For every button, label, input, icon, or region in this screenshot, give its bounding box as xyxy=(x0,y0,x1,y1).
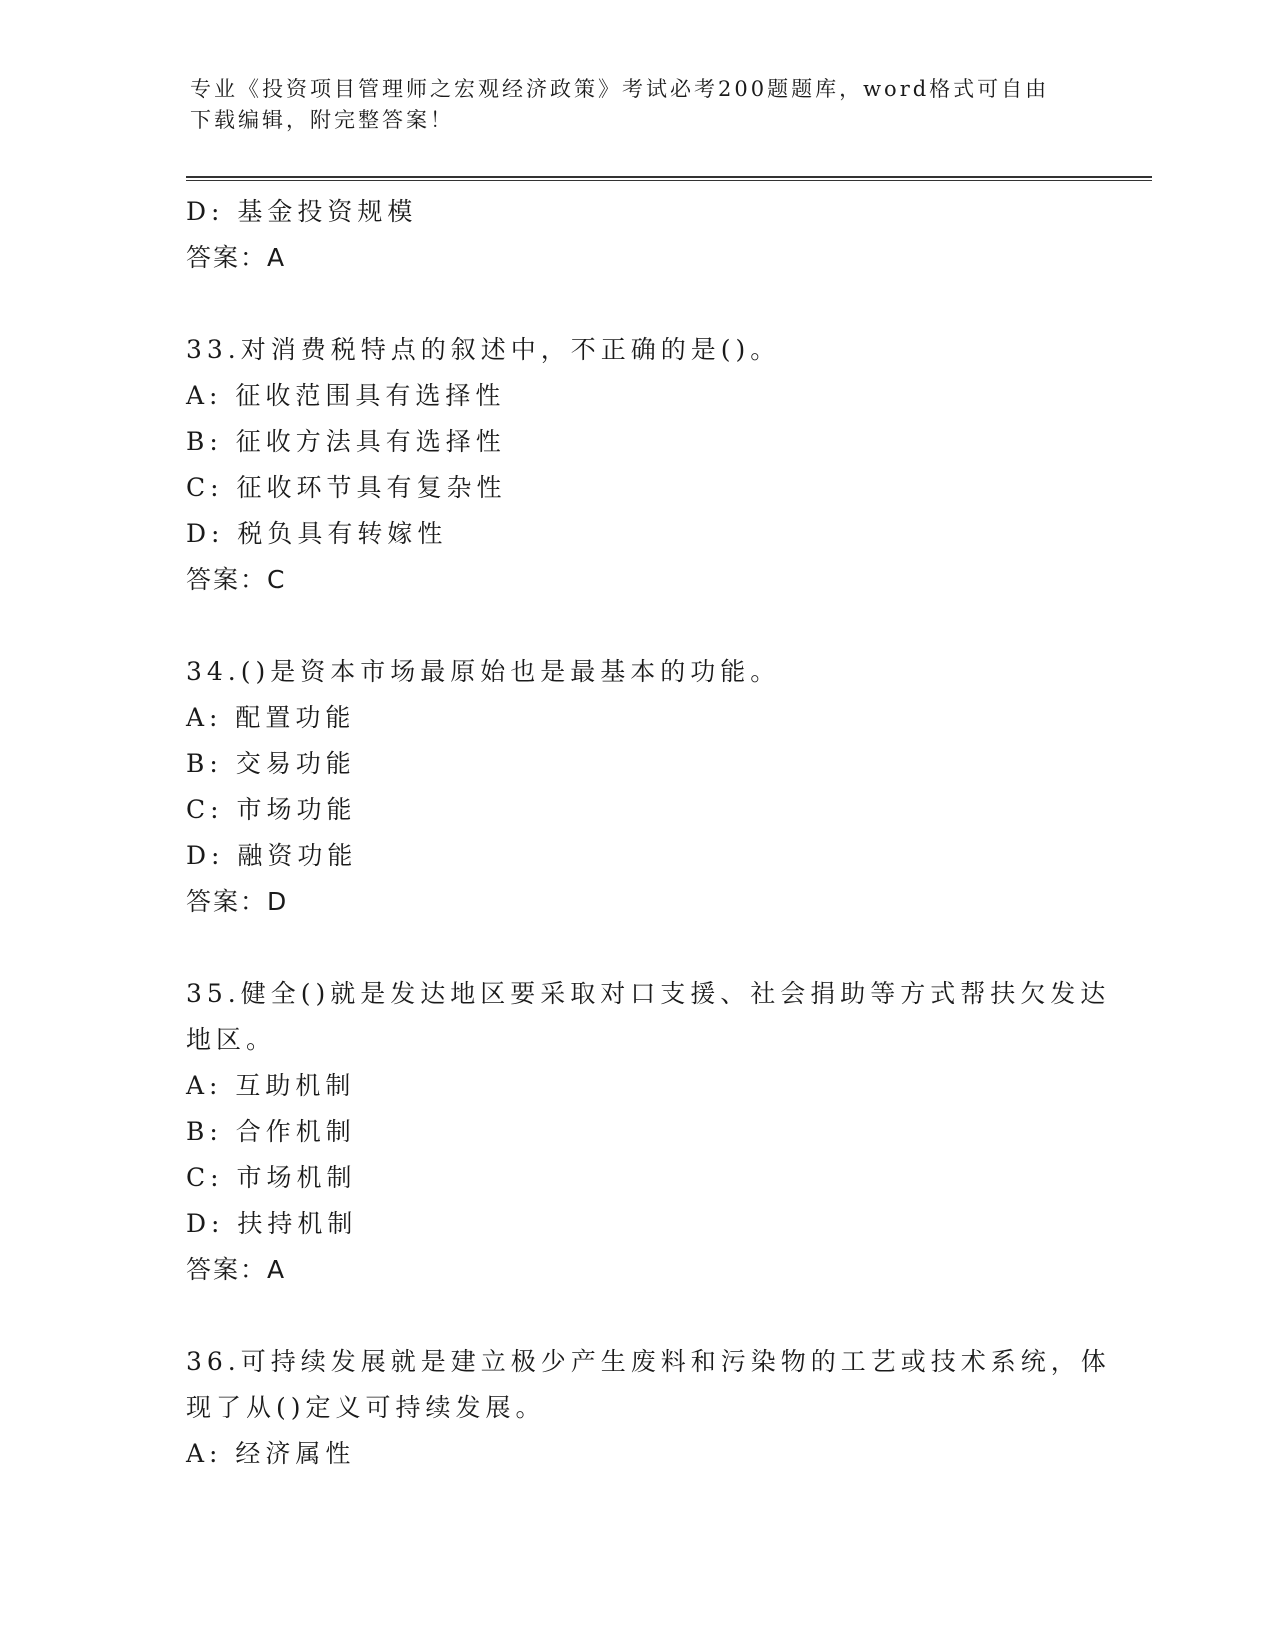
spacer xyxy=(186,281,1086,327)
question-stem-line-2: 现了从()定义可持续发展。 xyxy=(186,1393,546,1422)
question-stem: 34.()是资本市场最原始也是最基本的功能。 xyxy=(186,657,781,686)
spacer xyxy=(186,603,1086,649)
question-stem: 33.对消费税特点的叙述中，不正确的是()。 xyxy=(186,335,781,364)
question-stem-line-2: 地区。 xyxy=(186,1025,277,1054)
question-block-35 xyxy=(186,971,1111,1293)
question-block-32 xyxy=(186,189,1086,281)
option-a: A: 经济属性 xyxy=(186,1439,356,1468)
option-b: B: 合作机制 xyxy=(186,1117,356,1146)
header-divider xyxy=(186,176,1152,181)
option-a: A: 征收范围具有选择性 xyxy=(186,381,506,410)
answer-line: 答案：A xyxy=(186,243,287,272)
question-stem-line-1: 36.可持续发展就是建立极少产生废料和污染物的工艺或技术系统，体 xyxy=(186,1347,1111,1376)
spacer xyxy=(186,925,1086,971)
option-b: B: 交易功能 xyxy=(186,749,356,778)
answer-line: 答案：D xyxy=(186,887,289,916)
option-c: C: 市场功能 xyxy=(186,795,357,824)
option-d: D: 扶持机制 xyxy=(186,1209,358,1238)
spacer xyxy=(186,1293,1086,1339)
option-c: C: 征收环节具有复杂性 xyxy=(186,473,507,502)
option-d: D: 融资功能 xyxy=(186,841,358,870)
header-line-1: 专业《投资项目管理师之宏观经济政策》考试必考200题题库，word格式可自由 xyxy=(190,77,1050,101)
document-header xyxy=(190,74,1090,136)
question-block-33 xyxy=(186,327,1086,603)
option-c: C: 市场机制 xyxy=(186,1163,357,1192)
question-block-34 xyxy=(186,649,1086,925)
question-block-36 xyxy=(186,1339,1111,1477)
option-d: D: 税负具有转嫁性 xyxy=(186,519,448,548)
option-a: A: 互助机制 xyxy=(186,1071,356,1100)
header-line-2: 下载编辑，附完整答案！ xyxy=(190,108,454,132)
option-b: B: 征收方法具有选择性 xyxy=(186,427,506,456)
answer-line: 答案：C xyxy=(186,565,287,594)
question-stem-line-1: 35.健全()就是发达地区要采取对口支援、社会捐助等方式帮扶欠发达 xyxy=(186,979,1111,1008)
answer-line: 答案：A xyxy=(186,1255,287,1284)
option-d: D: 基金投资规模 xyxy=(186,197,418,226)
option-a: A: 配置功能 xyxy=(186,703,356,732)
question-list xyxy=(186,189,1111,1477)
